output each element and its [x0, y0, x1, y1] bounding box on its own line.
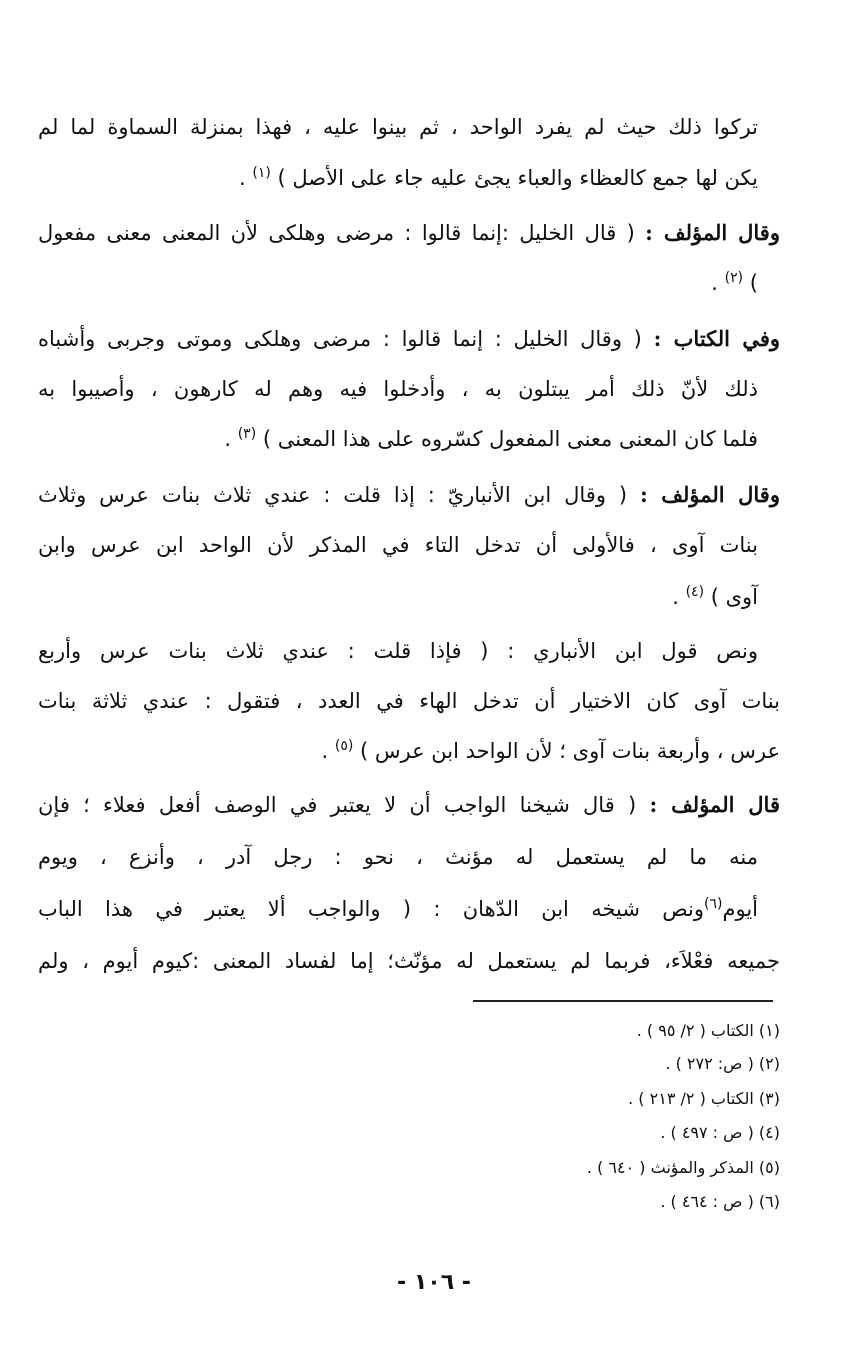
- text-line: قال المؤلف : ( قال شيخنا الواجب أن لا يعتبر في الوصف أفعل فعلاء ؛ فإن: [38, 792, 780, 817]
- footnote: (٣) الكتاب ( ٢/ ٢١٣ ) .: [628, 1089, 780, 1108]
- text-line: وقال المؤلف : ( قال الخليل :إنما قالوا : مرضى وهلكى لأن المعنى معنى مفعول: [38, 220, 780, 245]
- text-line: بنات آوى ، فالأولى أن تدخل التاء في المذكر لأن الواحد ابن عرس وابن: [38, 533, 758, 557]
- text-line: تركوا ذلك حيث لم يفرد الواحد ، ثم بينوا عليه ، فهذا بمنزلة السماوة لما لم: [38, 115, 758, 139]
- text-line: يكن لها جمع كالعظاء والعباء يجئ عليه جاء على الأصل ) $^{(١)}$ .: [239, 165, 758, 190]
- footnote: (٥) المذكر والمؤنث ( ٦٤٠ ) .: [586, 1158, 780, 1177]
- paragraph-lead: وقال المؤلف :: [645, 220, 780, 245]
- footnote-separator: [473, 1000, 773, 1002]
- text-line: جميعه فعْلاَء، فربما لم يستعمل له مؤنّث؛ إما لفساد المعنى :كيوم أيوم ، ولم: [38, 949, 780, 973]
- footnote-ref: (٣): [237, 426, 257, 442]
- text-line: بنات آوى كان الاختيار أن تدخل الهاء في العدد ، فتقول : عندي ثلاثة بنات: [38, 689, 780, 713]
- text-line: أيوم$^{(٦)}$ونص شيخه ابن الدّهان : ( والواجب ألا يعتبر في هذا الباب: [38, 896, 758, 921]
- footnote: (٦) ( ص : ٤٦٤ ) .: [660, 1192, 780, 1211]
- text-line: ) $^{(٢)}$ .: [711, 270, 758, 295]
- text-line: ذلك لأنّ ذلك أمر يبتلون به ، وأدخلوا فيه وهم له كارهون ، وأصيبوا به: [38, 377, 758, 401]
- footnote: (١) الكتاب ( ٢/ ٩٥ ) .: [636, 1021, 780, 1040]
- text-line: منه ما لم يستعمل له مؤنث ، نحو : رجل آدر ، وأنزع ، ويوم: [38, 845, 758, 869]
- footnote-ref: (٢): [724, 270, 744, 286]
- footnote: (٢) ( ص: ٢٧٢ ) .: [665, 1054, 780, 1073]
- paragraph-lead: وفي الكتاب :: [653, 326, 780, 351]
- text-line: آوى ) $^{(٤)}$ .: [672, 584, 758, 609]
- text-line: عرس ، وأربعة بنات آوى ؛ لأن الواحد ابن عرس ) $^{(٥)}$ .: [321, 738, 780, 763]
- footnote-ref: (٦): [704, 896, 723, 912]
- footnote-ref: (١): [252, 165, 271, 181]
- footnote-ref: (٤): [685, 584, 705, 600]
- page-number: - ١٠٦ -: [397, 1270, 471, 1295]
- footnote-ref: (٥): [334, 738, 354, 754]
- text-line: وقال المؤلف : ( وقال ابن الأنباريّ : إذا قلت : عندي ثلاث بنات عرس وثلاث: [38, 482, 780, 507]
- text-line: ونص قول ابن الأنباري : ( فإذا قلت : عندي ثلاث بنات عرس وأربع: [38, 639, 758, 663]
- text-line: وفي الكتاب : ( وقال الخليل : إنما قالوا : مرضى وهلكى وموتى وجربى وأشباه: [38, 326, 780, 351]
- paragraph-lead: قال المؤلف :: [649, 792, 780, 817]
- footnote: (٤) ( ص : ٤٩٧ ) .: [660, 1123, 780, 1142]
- text-line: فلما كان المعنى معنى المفعول كسّروه على هذا المعنى ) $^{(٣)}$ .: [224, 426, 758, 451]
- paragraph-lead: وقال المؤلف :: [639, 482, 780, 507]
